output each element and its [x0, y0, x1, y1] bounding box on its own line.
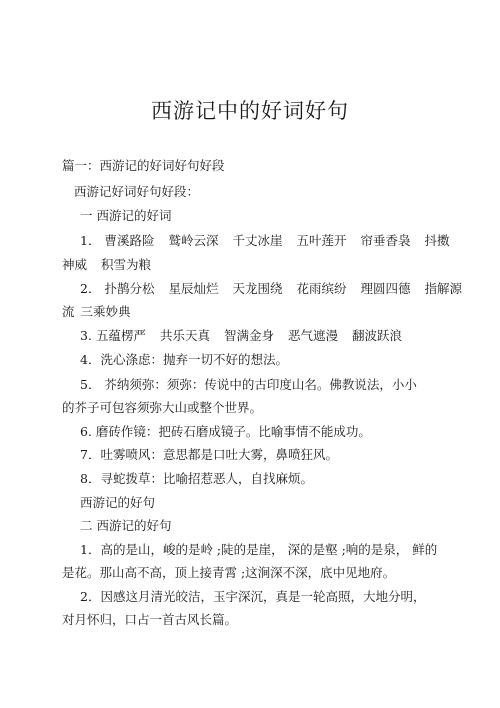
word: 花雨缤纷 — [296, 281, 347, 296]
sentence-1: 1．高的是山，峻的是岭 ;陡的是崖， 深的是壑 ;响的是泉， 鲜的 — [80, 542, 438, 557]
word-list-2-cont — [62, 304, 145, 320]
page-title: 西游记中的好词好句 — [151, 99, 349, 123]
idiom-7: 7．吐雾喷风：意思都是口吐大雾，鼻喷狂风。 — [80, 447, 338, 462]
word: 指解源 — [424, 281, 463, 296]
heading-good-sentences: 二 西游记的好句 — [80, 518, 172, 533]
idiom-6: 6. 磨砖作镜：把砖石磨成镜子。比喻事情不能成功。 — [80, 424, 371, 439]
word: 神威 — [62, 257, 88, 272]
item-number: 1． — [80, 233, 101, 248]
word: 天龙围绕 — [232, 281, 283, 296]
idiom-5-cont: 的芥子可包容须弥大山或整个世界。 — [62, 400, 263, 415]
word: 鹫岭云深 — [168, 233, 219, 248]
word: 积雪为粮 — [101, 257, 152, 272]
section-heading: 篇一：西游记的好词好句好段 — [62, 158, 225, 173]
idiom-4: 4．洗心涤虑：抛弃一切不好的想法。 — [80, 352, 288, 367]
sentence-2: 2．因感这月清光皎洁，玉宇深沉，真是一轮高照，大地分明， — [80, 589, 426, 604]
word: 流 — [62, 304, 75, 319]
word: 智满金身 — [223, 328, 274, 343]
subtitle-good-sentences: 西游记的好句 — [80, 495, 156, 510]
heading-good-words: 一 西游记的好词 — [80, 208, 172, 223]
word: 三乘妙典 — [80, 304, 131, 319]
word-list-2 — [80, 281, 476, 297]
idiom-5: 5． 芥纳须弥：须弥：传说中的古印度山名。佛教说法，小小 — [80, 377, 417, 392]
word-list-1-cont — [62, 257, 165, 273]
word-list-3 — [80, 328, 416, 344]
sentence-1-cont: 是花。那山高不高，顶上接青霄 ;这涧深不深，底中见地府。 — [62, 565, 396, 580]
word: 帘垂香袅 — [360, 233, 411, 248]
idiom-8: 8．寻蛇拨草：比喻招惹恶人，自找麻烦。 — [80, 471, 313, 486]
subtitle: 西游记好词好句好段： — [74, 184, 200, 199]
word: 千丈冰崖 — [232, 233, 283, 248]
word: 五蕴楞严 — [95, 328, 146, 343]
item-number: 3. — [80, 328, 92, 343]
word: 理圆四德 — [360, 281, 411, 296]
word: 抖擞 — [424, 233, 450, 248]
word: 恶气遮漫 — [287, 328, 338, 343]
word: 曹溪路险 — [104, 233, 155, 248]
word: 扑鹊分松 — [104, 281, 155, 296]
word: 共乐天真 — [159, 328, 210, 343]
word: 翻波跃浪 — [352, 328, 403, 343]
word: 五叶莲开 — [296, 233, 347, 248]
word: 星辰灿烂 — [168, 281, 219, 296]
word-list-1 — [80, 233, 464, 249]
sentence-2-cont: 对月怀归，口占一首古风长篇。 — [62, 612, 238, 627]
item-number: 2． — [80, 281, 101, 296]
